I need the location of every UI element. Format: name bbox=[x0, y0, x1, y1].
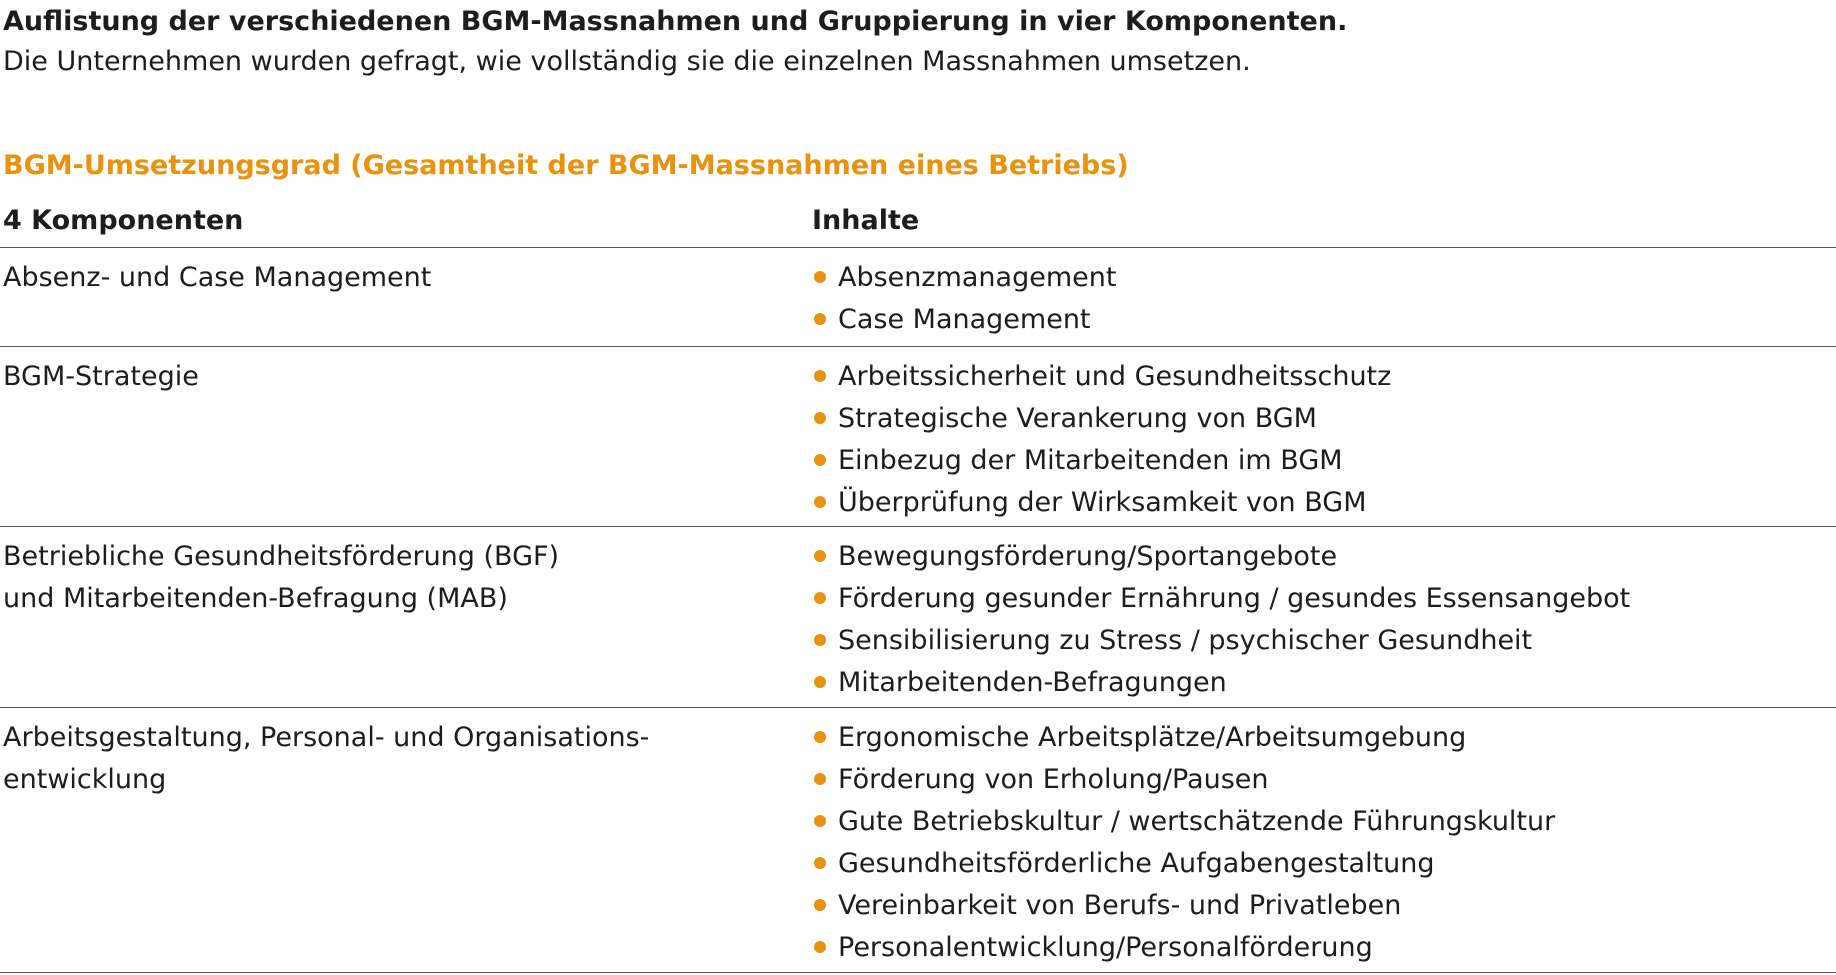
bullet-dot-icon bbox=[814, 412, 826, 424]
component-name: Absenz- und Case Management bbox=[3, 262, 432, 293]
table-row bbox=[0, 347, 1836, 527]
column-header-components: 4 Komponenten bbox=[3, 205, 244, 236]
page-title: Auflistung der verschiedenen BGM-Massnahmen und Gruppierung in vier Komponenten. bbox=[3, 6, 1348, 37]
bullet-dot-icon bbox=[814, 773, 826, 785]
component-name: Arbeitsgestaltung, Personal- und Organisations- entwicklung bbox=[3, 722, 650, 795]
list-item bbox=[812, 927, 1555, 969]
component-name: BGM-Strategie bbox=[3, 361, 199, 392]
list-item bbox=[812, 257, 1116, 299]
bullet-dot-icon bbox=[814, 313, 826, 325]
list-item bbox=[812, 578, 1630, 620]
list-item-label: Strategische Verankerung von BGM bbox=[838, 403, 1317, 434]
list-item-label: Bewegungsförderung/Sportangebote bbox=[838, 541, 1338, 572]
bullet-dot-icon bbox=[814, 815, 826, 827]
list-item-label: Vereinbarkeit von Berufs- und Privatleben bbox=[838, 890, 1402, 921]
table-row bbox=[0, 248, 1836, 347]
list-item-label: Förderung gesunder Ernährung / gesundes Essensangebot bbox=[838, 583, 1631, 614]
list-item bbox=[812, 536, 1630, 578]
list-item bbox=[812, 843, 1555, 885]
list-item-label: Arbeitssicherheit und Gesundheitsschutz bbox=[838, 361, 1392, 392]
list-item-label: Personalentwicklung/Personalförderung bbox=[838, 932, 1373, 963]
bullet-dot-icon bbox=[814, 857, 826, 869]
bullet-dot-icon bbox=[814, 370, 826, 382]
contents-list bbox=[812, 356, 1391, 524]
list-item bbox=[812, 299, 1116, 341]
components-table bbox=[0, 202, 1836, 973]
bullet-dot-icon bbox=[814, 899, 826, 911]
list-item-label: Gesundheitsförderliche Aufgabengestaltung bbox=[838, 848, 1435, 879]
bullet-dot-icon bbox=[814, 731, 826, 743]
list-item-label: Ergonomische Arbeitsplätze/Arbeitsumgebung bbox=[838, 722, 1467, 753]
bullet-dot-icon bbox=[814, 496, 826, 508]
list-item bbox=[812, 398, 1391, 440]
table-header-row bbox=[0, 202, 1836, 248]
list-item bbox=[812, 662, 1630, 704]
list-item bbox=[812, 885, 1555, 927]
list-item-label: Einbezug der Mitarbeitenden im BGM bbox=[838, 445, 1343, 476]
table-row bbox=[0, 708, 1836, 973]
list-item-label: Gute Betriebskultur / wertschätzende Führungskultur bbox=[838, 806, 1556, 837]
bullet-dot-icon bbox=[814, 941, 826, 953]
contents-list bbox=[812, 536, 1630, 704]
list-item bbox=[812, 801, 1555, 843]
bullet-dot-icon bbox=[814, 454, 826, 466]
page-subtitle: Die Unternehmen wurden gefragt, wie vollständig sie die einzelnen Massnahmen umsetzen. bbox=[3, 46, 1251, 77]
bullet-dot-icon bbox=[814, 676, 826, 688]
list-item-label: Absenzmanagement bbox=[838, 262, 1117, 293]
list-item-label: Mitarbeitenden-Befragungen bbox=[838, 667, 1227, 698]
contents-list bbox=[812, 257, 1116, 341]
column-header-contents: Inhalte bbox=[812, 205, 920, 236]
list-item bbox=[812, 717, 1555, 759]
list-item-label: Sensibilisierung zu Stress / psychischer Gesundheit bbox=[838, 625, 1533, 656]
bullet-dot-icon bbox=[814, 592, 826, 604]
bullet-dot-icon bbox=[814, 634, 826, 646]
list-item bbox=[812, 356, 1391, 398]
bullet-dot-icon bbox=[814, 550, 826, 562]
bullet-dot-icon bbox=[814, 271, 826, 283]
component-name: Betriebliche Gesundheitsförderung (BGF) und Mitarbeitenden-Befragung (MAB) bbox=[3, 541, 560, 614]
table-body bbox=[0, 248, 1836, 973]
list-item bbox=[812, 440, 1391, 482]
list-item bbox=[812, 759, 1555, 801]
list-item-label: Förderung von Erholung/Pausen bbox=[838, 764, 1269, 795]
contents-list bbox=[812, 717, 1555, 969]
list-item-label: Case Management bbox=[838, 304, 1091, 335]
table-row bbox=[0, 527, 1836, 708]
list-item-label: Überprüfung der Wirksamkeit von BGM bbox=[838, 487, 1367, 518]
section-title: BGM-Umsetzungsgrad (Gesamtheit der BGM-Massnahmen eines Betriebs) bbox=[3, 150, 1129, 181]
list-item bbox=[812, 482, 1391, 524]
list-item bbox=[812, 620, 1630, 662]
